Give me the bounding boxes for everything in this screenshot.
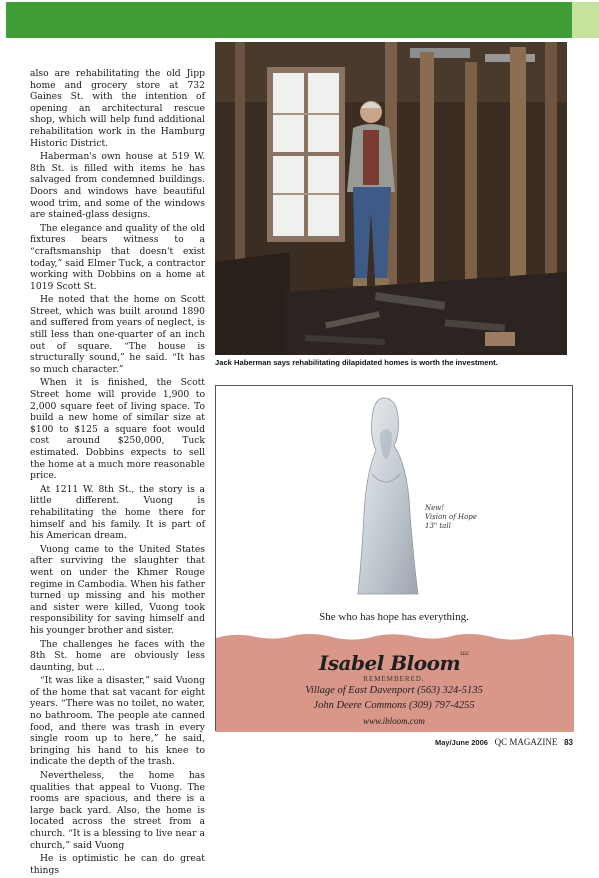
new-label: New! [425,504,445,512]
header-bar [0,0,599,40]
product-size: 13" tall [425,522,451,530]
brand-mark: LLC [460,651,470,657]
article-paragraph: Nevertheless, the home has qualities that appeal to Vuong. The rooms are spacious, and there is a large back yard. Also, the home is located across the street from a church. “It is a blessing to live near a church,” said Vuong [30,770,205,851]
product-label [425,504,477,531]
article-paragraph: The challenges he faces with the 8th St. home are obviously less daunting, but ... [30,638,205,673]
article-paragraph: He is optimistic he can do great things [30,853,205,876]
article-paragraph: “It was like a disaster,” said Vuong of the home that sat vacant for eight years. “There was no toilet, no water, no bathroom. The people ate canned food, and there was trash in every single room up to here,” he said, bringing his hand to his knee to indicate the depth of the trash. [30,675,205,768]
ad-tagline: She who has hope has everything. [319,611,469,623]
page-footer [435,737,573,748]
brand-subtitle: REMEMBERED. [363,675,425,683]
article-paragraph: also are rehabilitating the old Jipp home and grocery store at 732 Gaines St. with the intention of opening an architectural rescue shop, which will help fund additional rehabilitation work in the Hamburg Historic District. [30,68,205,149]
statue-image [336,394,436,599]
website-link[interactable]: www.ibloom.com [363,716,425,726]
header-light-band [572,2,599,38]
header-green-band [6,2,572,38]
brand-logo [216,651,572,675]
photo-illustration [215,42,567,355]
article-paragraph: Haberman's own house at 519 W. 8th St. is filled with items he has salvaged from condemned buildings. Doors and windows have beautiful wood trim, and some of the windows are stained-glass designs. [30,151,205,221]
article-photo [215,42,567,355]
article-paragraph: The elegance and quality of the old fixtures bears witness to a “craftsmanship that doesn't exist today,” said Elmer Tuck, a contractor working with Dobbins on a home at 1019 Scott St. [30,222,205,292]
article-paragraph: At 1211 W. 8th St., the story is a little different. Vuong is rehabilitating the home there for himself and his family. It is part of his American dream. [30,483,205,542]
location-line: Village of East Davenport (563) 324-5135 [305,685,483,696]
page-number: 83 [564,738,573,747]
article-paragraph: Vuong came to the United States after surviving the slaughter that went on under the Khmer Rouge regime in Cambodia. When his father turned up missing and his mother and sister were killed, Vuong took responsibility for saving himself and his younger brother and sister. [30,543,205,636]
magazine-name: QC MAGAZINE [494,737,558,747]
article-paragraph: When it is finished, the Scott Street home will provide 1,900 to 2,000 square feet of living space. To build a new home of similar size at $100 to $125 a square foot would cost around $250,000, Tuck estimated. Dobbins expects to sell the home at a much more reasonable price. [30,377,205,482]
product-name: Vision of Hope [425,513,477,521]
photo-caption: Jack Haberman says rehabilitating dilapidated homes is worth the investment. [215,358,498,367]
issue-date: May/June 2006 [434,738,488,747]
article-column [30,68,205,878]
brand-name: Isabel Bloom [318,651,461,675]
advertisement [215,385,573,731]
location-line: John Deere Commons (309) 797-4255 [313,700,475,711]
article-paragraph: He noted that the home on Scott Street, which was built around 1890 and suffered from years of neglect, is still less than one-quarter of an inch out of square. “The house is structurally sound,” he said. “It has so much character.” [30,294,205,375]
